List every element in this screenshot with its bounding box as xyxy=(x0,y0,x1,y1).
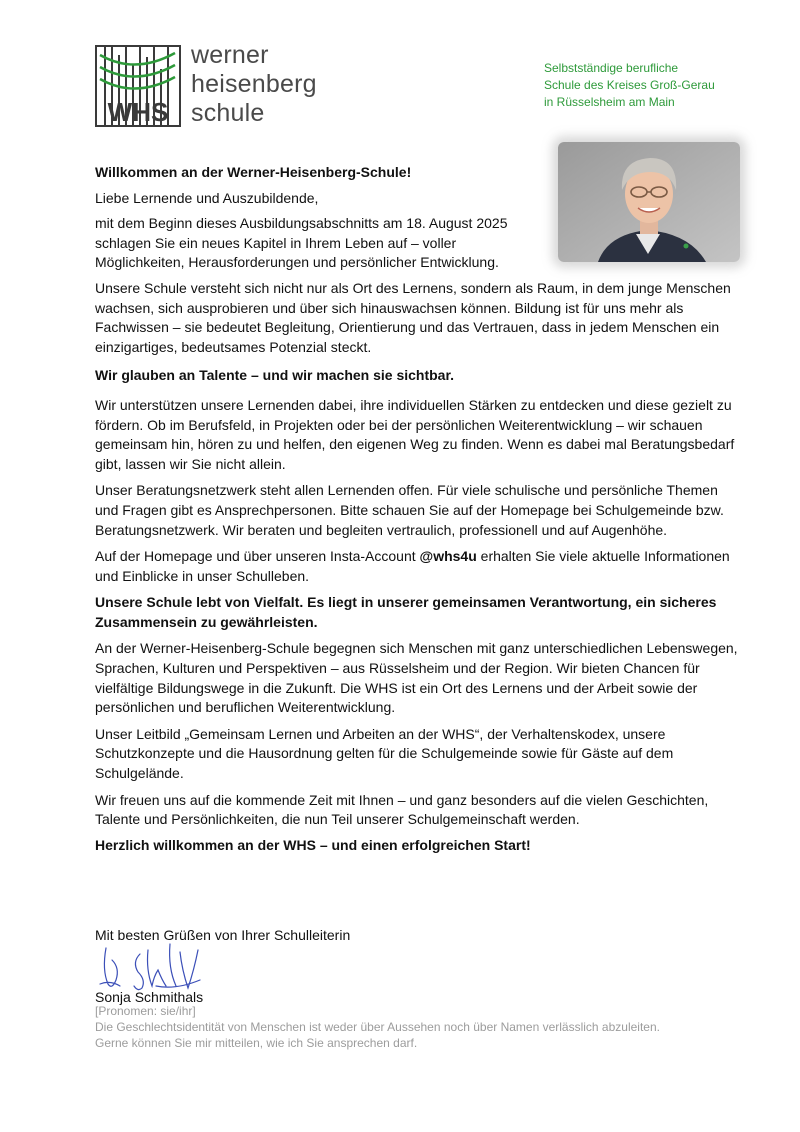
logo-word-1: werner xyxy=(191,41,269,69)
school-info xyxy=(544,60,715,111)
identity-note-line-1: Die Geschlechtsidentität von Menschen ist weder über Aussehen noch über Namen verlässlich abzuleiten. xyxy=(95,1020,660,1034)
closing-line: Herzlich willkommen an der WHS – und einen erfolgreichen Start! xyxy=(95,836,531,853)
logo-word-3: schule xyxy=(191,99,265,127)
paragraph-support: Wir unterstützen unsere Lernenden dabei, ihre individuellen Stärken zu entdecken und diese gezielt zu fördern. Ob im Berufsfeld, in Projekten oder bei der persönlichen Weiterentwicklung – wir schauen gemeinsam hin, hören zu und helfen, den eigenen Weg zu finden. Wenn es dabei mal Beratungsbedarf gibt, lassen wir Sie nicht allein. xyxy=(95,396,735,472)
school-info-line-3: in Rüsselsheim am Main xyxy=(544,95,675,109)
paragraph-intro: mit dem Beginn dieses Ausbildungsabschnitts am 18. August 2025 schlagen Sie ein neues Kapitel in Ihrem Leben auf – voller Möglichkeiten, Herausforderungen und persönlicher Entwicklung. xyxy=(95,215,508,271)
salutation: Liebe Lernende und Auszubildende, xyxy=(95,189,319,206)
paragraph-school-mission: Unsere Schule versteht sich nicht nur als Ort des Lernens, sondern als Raum, in dem junge Menschen wachsen, sich ausprobieren und über sich hinauswachsen können. Bildung ist für uns mehr als Fachwissen – sie bedeutet Begleitung, Orientierung und das Vertrauen, dass in jedem Menschen ein einzigartiges, bedeutsames Potenzial steckt. xyxy=(95,279,731,355)
whs-logo-mark xyxy=(95,45,181,127)
greeting: Mit besten Grüßen von Ihrer Schulleiterin xyxy=(95,927,351,943)
paragraph-diversity: An der Werner-Heisenberg-Schule begegnen sich Menschen mit ganz unterschiedlichen Lebenswegen, Sprachen, Kulturen und Perspektiven – aus Rüsselsheim und der Region. Wir bieten Chancen für vielfältige Bildungswege in die Zukunft. Die WHS ist ein Ort des Lernens und der Arbeit sowie der persönlichen und beruflichen Weiterentwicklung. xyxy=(95,640,738,716)
handwritten-signature xyxy=(96,940,216,992)
signature-notes xyxy=(95,1003,755,1051)
homepage-text-before: Auf der Homepage und über unseren Insta-Account xyxy=(95,548,420,565)
letter-body xyxy=(95,163,740,855)
signer-name: Sonja Schmithals xyxy=(95,989,204,1005)
pronouns: [Pronomen: sie/ihr] xyxy=(95,1004,196,1018)
subheading-talents: Wir glauben an Talente – und wir machen sie sichtbar. xyxy=(95,367,455,384)
paragraph-welcome: Wir freuen uns auf die kommende Zeit mit Ihnen – und ganz besonders auf die vielen Geschichten, Talente und Persönlichkeiten, die nun Teil unserer Schulgemeinschaft werden. xyxy=(95,791,709,828)
paragraph-guidelines: Unser Leitbild „Gemeinsam Lernen und Arbeiten an der WHS“, der Verhaltenskodex, unsere Schutzkonzepte und die Hausordnung gelten für die Schulgemeinde sowie für Gäste auf dem Schulgelände. xyxy=(95,725,674,782)
school-logo xyxy=(95,41,335,130)
homepage-text-after: erhalten Sie viele aktuelle Informationen und Einblicke in unser Schulleben. xyxy=(95,548,730,584)
logo-mark-text: WHS xyxy=(107,97,169,127)
school-info-line-2: Schule des Kreises Groß-Gerau xyxy=(544,78,715,92)
identity-note-line-2: Gerne können Sie mir mitteilen, wie ich Sie ansprechen darf. xyxy=(95,1036,418,1050)
paragraph-counseling: Unser Beratungsnetzwerk steht allen Lernenden offen. Für viele schulische und persönliche Themen und Fragen gibt es Ansprechpersonen. Bitte schauen Sie auf der Homepage bei Schulgemeinde bzw. Beratungsnetzwerk. Wir beraten und begleiten vertraulich, professionell und auf Augenhöhe. xyxy=(95,482,724,538)
school-info-line-1: Selbstständige berufliche xyxy=(544,61,679,75)
paragraph-homepage xyxy=(95,547,740,586)
logo-wordmark xyxy=(191,41,317,128)
subheading-diversity: Unsere Schule lebt von Vielfalt. Es liegt in unserer gemeinsamen Verantwortung, ein sicheres Zusammensein zu gewährleisten. xyxy=(95,594,717,630)
instagram-handle[interactable]: @whs4u xyxy=(419,548,477,565)
letter-heading: Willkommen an der Werner-Heisenberg-Schule! xyxy=(95,164,412,180)
logo-word-2: heisenberg xyxy=(191,70,317,98)
